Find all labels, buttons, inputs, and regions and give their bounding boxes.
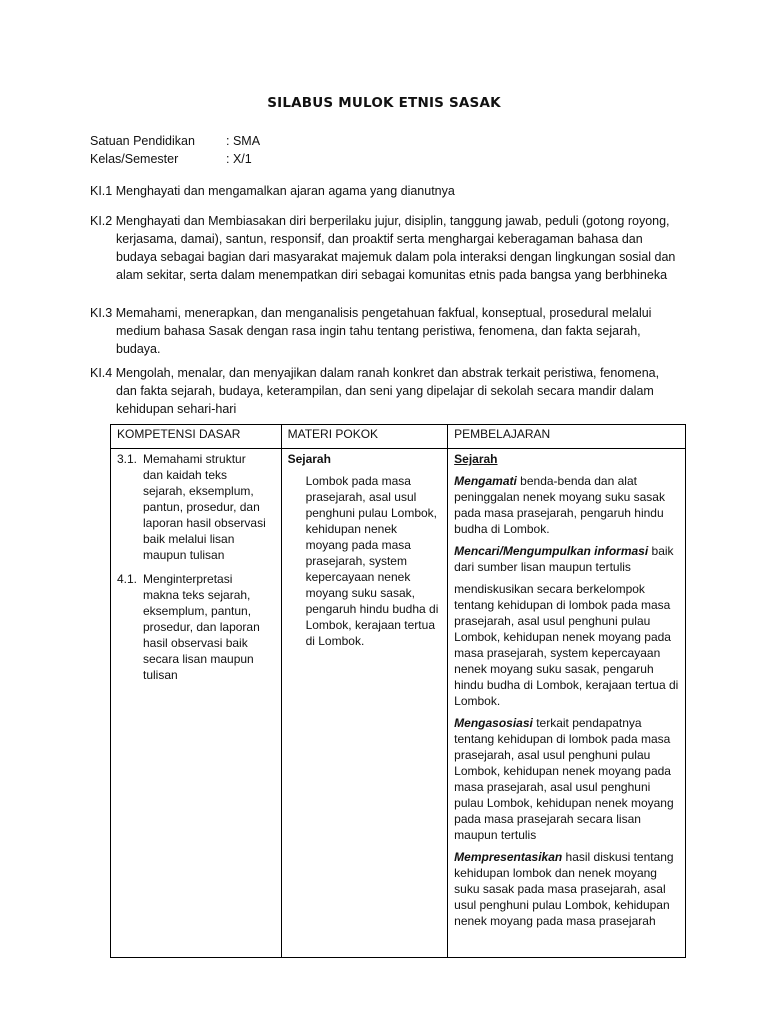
kd-line: laporan hasil observasi (143, 516, 266, 530)
kd-line: eksemplum, pantun, (143, 604, 252, 618)
kd-line: pantun, prosedur, dan (143, 500, 260, 514)
activity-text: terkait pendapatnya tentang kehidupan di lombok pada masa prasejarah, asal usul penghuni pulau Lombok, kehidupan nenek moyang pada masa prasejarah, asal usul penghuni pulau Lombok, kehidupan nenek moyang pada masa prasejarah secara lisan maupun tertulis (454, 716, 674, 842)
ki-4-continuation: dan fakta sejarah, budaya, keterampilan, dan seni yang dipelajar di sekolah secara mandir dalam kehidupan sehari-hari (116, 384, 654, 416)
syllabus-table (110, 424, 686, 958)
class-value: : X/1 (226, 152, 252, 166)
activity-text: benda-benda dan alat peninggalan nenek moyang suku sasak pada masa prasejarah, pengaruh hindu budha di Lombok. (454, 474, 665, 536)
ki-3-continuation: medium bahasa Sasak dengan rasa ingin tahu tentang peristiwa, fenomena, dan fakta sejarah, budaya. (116, 324, 641, 356)
header-materi-pokok: MATERI POKOK (281, 425, 448, 449)
materi-text: Lombok pada masa prasejarah, asal usul penghuni pulau Lombok, kehidupan nenek moyang pada masa prasejarah, system kepercayaan nenek moyang suku sasak, pengaruh hindu budha di Lombok, kerajaan tertua di Lombok. (305, 474, 439, 648)
kd-item-3-1 (117, 451, 275, 563)
pembelajaran-mencari (454, 543, 679, 575)
pembelajaran-cell (448, 449, 686, 958)
document-title: SILABUS MULOK ETNIS SASAK (267, 95, 501, 111)
kd-line: hasil observasi baik (143, 636, 248, 650)
kd-line: tulisan (143, 668, 178, 682)
activity-text: baik dari sumber lisan maupun tertulis (454, 544, 674, 574)
header-pembelajaran: PEMBELAJARAN (448, 425, 686, 449)
activity-text: mendiskusikan secara berkelompok tentang kehidupan di lombok pada masa prasejarah, asal usul penghuni pulau Lombok, kehidupan nenek moyang pada masa prasejarah, system kepercayaan nenek moyang suku sasak, pengaruh hindu budha di Lombok, kerajaan tertua di Lombok. (454, 582, 679, 708)
kd-line: prosedur, dan laporan (143, 620, 260, 634)
school-info-row (90, 132, 260, 150)
ki-2-continuation: kerjasama, damai), santun, responsif, dan proaktif serta menghargai keberagaman bahasa dan budaya sebagai bagian dari masyarakat majemuk dalam pola interaksi dengan lingkungan sosial dan alam sekitar, serta dalam menempatkan diri sebagai komunitas etnis pada bangsa yang berbhineka (116, 232, 676, 282)
kd-line: sejarah, eksemplum, (143, 484, 254, 498)
kompetensi-dasar-cell (111, 449, 282, 958)
kd-line: baik melalui lisan (143, 532, 235, 546)
kd-line: Menginterpretasi (143, 572, 233, 586)
ki-1 (90, 182, 680, 200)
activity-keyword: Mengamati (454, 474, 517, 488)
school-info (90, 132, 260, 168)
ki-3-first-line: KI.3 Memahami, menerapkan, dan menganalisis pengetahuan fakfual, konseptual, prosedural melalui (90, 306, 652, 320)
school-label: Satuan Pendidikan (90, 134, 195, 148)
ki-1-text: KI.1 Menghayati dan mengamalkan ajaran agama yang dianutnya (90, 184, 455, 198)
kd-text (143, 451, 275, 563)
materi-pokok-cell (281, 449, 448, 958)
ki-2 (90, 212, 680, 284)
activity-keyword: Mengasosiasi (454, 716, 533, 730)
activity-keyword: Mempresentasikan (454, 850, 563, 864)
class-info-row (90, 150, 260, 168)
table-row (111, 449, 686, 958)
materi-heading: Sejarah (287, 452, 331, 466)
kd-line: makna teks sejarah, (143, 588, 251, 602)
pembelajaran-mengasosiasi (454, 715, 679, 843)
header-kompetensi-dasar: KOMPETENSI DASAR (111, 425, 282, 449)
class-label: Kelas/Semester (90, 152, 179, 166)
ki-4 (90, 364, 680, 418)
kd-line: Memahami struktur (143, 452, 246, 466)
pembelajaran-diskusi (454, 581, 679, 709)
school-value: : SMA (226, 134, 261, 148)
ki-3 (90, 304, 680, 358)
pembelajaran-mempresentasikan (454, 849, 679, 929)
ki-4-first-line: KI.4 Mengolah, menalar, dan menyajikan dalam ranah konkret dan abstrak terkait peristiwa, fenomena, (90, 366, 660, 380)
kd-number: 4.1. (117, 572, 138, 586)
kd-text (143, 571, 275, 683)
ki-2-first-line: KI.2 Menghayati dan Membiasakan diri berperilaku jujur, disiplin, tanggung jawab, peduli (gotong royong, (90, 214, 670, 228)
activity-text: hasil diskusi tentang kehidupan lombok dan nenek moyang suku sasak pada masa prasejarah, asal usul penghuni pulau Lombok, kehidupan nenek moyang pada masa prasejarah (454, 850, 674, 928)
table-header-row (111, 425, 686, 449)
kd-line: maupun tulisan (143, 548, 225, 562)
kd-line: secara lisan maupun (143, 652, 254, 666)
pembelajaran-heading: Sejarah (454, 452, 498, 466)
pembelajaran-mengamati (454, 473, 679, 537)
activity-keyword: Mencari/Mengumpulkan informasi (454, 544, 649, 558)
kd-number: 3.1. (117, 452, 138, 466)
kd-item-4-1 (117, 571, 275, 683)
kd-line: dan kaidah teks (143, 468, 228, 482)
